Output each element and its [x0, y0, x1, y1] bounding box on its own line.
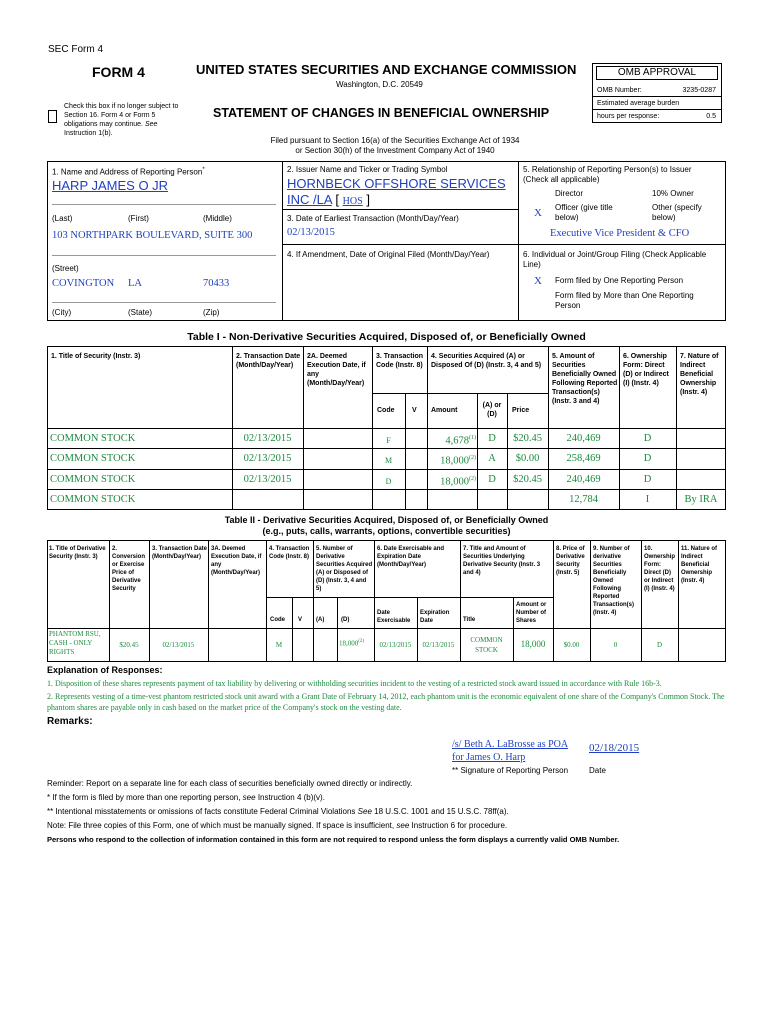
- table2-sub-d: (D): [341, 617, 350, 623]
- table1-cell-date: 02/13/2015: [243, 474, 292, 485]
- table1-sub-code: Code: [377, 407, 395, 414]
- table1-header-securities: 4. Securities Acquired (A) or Disposed Of (D) (Instr. 3, 4 and 5): [431, 353, 542, 369]
- table2-row-underlying-title: COMMON STOCK: [470, 636, 503, 654]
- footer-note-2: ** Intentional misstatements or omissions of facts constitute Federal Criminal Violations See 18 U.S.C. 1001 and 15 U.S.C. 78ff(a).: [47, 807, 509, 816]
- earliest-transaction-label: 3. Date of Earliest Transaction (Month/Day/Year): [287, 214, 459, 223]
- table2-sub-expiration: Expiration Date: [420, 610, 450, 624]
- table2-header-form: 10. Ownership Form: Direct (D) or Indirect (I) (Instr. 4): [644, 546, 676, 592]
- last-label: (Last): [52, 214, 73, 223]
- reporting-person-zip: 70433: [203, 278, 230, 289]
- omb-hours-label: hours per response:: [597, 113, 660, 120]
- table1-cell-ad: D: [488, 433, 496, 444]
- table2-row-exercisable: 02/13/2015: [379, 641, 412, 649]
- director-option[interactable]: Director: [555, 189, 584, 198]
- omb-number-label: OMB Number:: [597, 87, 642, 94]
- table2-header-date: 3. Transaction Date (Month/Day/Year): [152, 546, 208, 560]
- table2-row-disposed: 18,000$^{(2)}$: [339, 639, 365, 648]
- other-option[interactable]: Other (specify below): [652, 203, 702, 222]
- table2-header-derivatives: 5. Number of Derivative Securities Acquired (A) or Disposed of (D) (Instr. 3, 4 and 5): [316, 546, 373, 592]
- table1-cell-title: COMMON STOCK: [50, 453, 136, 464]
- omb-divider: [593, 96, 721, 97]
- date-caption: Date: [589, 766, 606, 775]
- table1-cell-owned: 258,469: [566, 453, 601, 464]
- table1-cell-date: 02/13/2015: [243, 433, 292, 444]
- table1-cell-code: F: [386, 436, 391, 445]
- filed-pursuant: Filed pursuant to Section 16(a) of the Securities Exchange Act of 1934 or Section 30(h) of the Investment Company Act of 1940: [270, 136, 520, 155]
- table1-cell-owned: 12,784: [569, 494, 598, 505]
- table1-cell-ad: D: [488, 474, 496, 485]
- omb-hours-value: 0.5: [706, 113, 716, 120]
- table1-cell-amount: 18,000$^{(2)}$: [440, 476, 476, 488]
- issuer-name[interactable]: HORNBECK OFFSHORE SERVICES INC /LA [ HOS ]: [287, 176, 506, 207]
- table2-row-owned: 0: [613, 641, 618, 649]
- signature-date: 02/18/2015: [589, 742, 640, 754]
- footer-note-3: Note: File three copies of this Form, one of which must be manually signed. If space is insufficient, see Instruction 6 for procedure.: [47, 821, 508, 830]
- table1-cell-form: D: [643, 474, 652, 485]
- box-divider: [282, 161, 283, 321]
- table1-cell-amount: 18,000$^{(2)}$: [440, 455, 476, 467]
- table2-row-shares: 18,000: [520, 639, 546, 649]
- table1-cell-price: $0.00: [515, 453, 540, 464]
- sec-form-label: SEC Form 4: [48, 44, 104, 55]
- field-underline: [52, 302, 276, 303]
- table1-row-line: [47, 428, 726, 429]
- table2-header-deemed: 3A. Deemed Execution Date, if any (Month/Day/Year): [211, 546, 262, 576]
- street-label: (Street): [52, 264, 79, 273]
- table2-col-line: [292, 597, 293, 662]
- table1-cell-owned: 240,469: [566, 433, 601, 444]
- signature[interactable]: /s/ Beth A. LaBrosse as POA for James O. Harp: [452, 739, 569, 763]
- table2-col-line: [678, 540, 679, 662]
- table2-col-line: [513, 597, 514, 662]
- table1-header-form: 6. Ownership Form: Direct (D) or Indirect (I) (Instr. 4): [623, 353, 669, 387]
- box-divider: [518, 244, 726, 245]
- table2-header-price: 8. Price of Derivative Security (Instr. 5): [556, 546, 585, 576]
- table2-row-line: [374, 597, 553, 598]
- issuer-label: 2. Issuer Name and Ticker or Trading Symbol: [287, 165, 448, 174]
- table1-cell-form: D: [643, 433, 652, 444]
- table1-col-line: [405, 393, 406, 510]
- table1-sub-amount: Amount: [431, 407, 458, 414]
- omb-title: OMB APPROVAL: [596, 66, 718, 80]
- issuer-ticker: HOS: [342, 196, 363, 207]
- footer-note-1: * If the form is filed by more than one reporting person, see Instruction 4 (b)(v).: [47, 793, 325, 802]
- officer-check-mark[interactable]: X: [534, 207, 542, 219]
- omb-notice: Persons who respond to the collection of information contained in this form are not required to respond unless the form displays a currently valid OMB Number.: [47, 835, 620, 844]
- table1-cell-title: COMMON STOCK: [50, 494, 136, 505]
- table2-col-line: [337, 597, 338, 662]
- table2-row-line: [266, 597, 374, 598]
- table1-sub-price: Price: [512, 407, 530, 414]
- table1-cell-nature: By IRA: [684, 494, 718, 505]
- table2-header-nature: 11. Nature of Indirect Beneficial Ownership (Instr. 4): [681, 546, 718, 584]
- one-person-option[interactable]: Form filed by One Reporting Person: [555, 276, 684, 285]
- table1-cell-form: D: [643, 453, 652, 464]
- table2-header-owned: 9. Number of derivative Securities Beneficially Owned Following Reported Transaction(s) (Instr. 4): [593, 546, 635, 616]
- table1-title: Table I - Non-Derivative Securities Acquired, Disposed of, or Beneficially Owned: [187, 331, 586, 343]
- table1-header-date: 2. Transaction Date (Month/Day/Year): [236, 353, 301, 369]
- earliest-transaction-date: 02/13/2015: [287, 227, 335, 238]
- middle-label: (Middle): [203, 214, 232, 223]
- table2-header-code: 4. Transaction Code (Instr. 8): [269, 546, 310, 560]
- table2-sub-code: Code: [270, 617, 285, 623]
- footnote-1: 1. Disposition of these shares represents payment of tax liability by delivering or withholding securities incident to the vesting of a restricted stock award issued in accordance with Rule 16b-3.: [47, 679, 662, 688]
- reporting-person-city: COVINGTON: [52, 278, 115, 289]
- table1-row-line: [372, 393, 548, 394]
- table1-header-title: 1. Title of Security (Instr. 3): [51, 353, 141, 360]
- table2-sub-exercisable: Date Exercisable: [377, 610, 411, 624]
- reminder-note: Reminder: Report on a separate line for each class of securities beneficially owned directly or indirectly.: [47, 779, 413, 788]
- table1-cell-title: COMMON STOCK: [50, 474, 136, 485]
- table2-title: Table II - Derivative Securities Acquired, Disposed of, or Beneficially Owned (e.g., puts, calls, warrants, options, convertible securities): [224, 515, 549, 536]
- table2-sub-v: V: [298, 617, 303, 623]
- filing-type-label: 6. Individual or Joint/Group Filing (Check Applicable Line): [523, 250, 707, 269]
- table1-header-deemed: 2A. Deemed Execution Date, if any (Month/Day/Year): [307, 353, 366, 387]
- table2-row-conversion: $20.45: [119, 641, 139, 649]
- table1-cell-date: 02/13/2015: [243, 453, 292, 464]
- table2-sub-a: (A): [316, 617, 325, 623]
- box-divider: [282, 244, 518, 245]
- box-divider: [518, 161, 519, 321]
- amendment-label: 4. If Amendment, Date of Original Filed (Month/Day/Year): [287, 250, 490, 259]
- explanation-label: Explanation of Responses:: [47, 665, 163, 675]
- table2-row-title: PHANTOM RSU, CASH - ONLY RIGHTS: [49, 630, 101, 656]
- table1-row-line: [47, 469, 726, 470]
- reporting-person-address: 103 NORTHPARK BOULEVARD, SUITE 300: [52, 230, 253, 241]
- table2-row-price: $0.00: [563, 641, 580, 649]
- table1-cell-code: M: [384, 456, 393, 465]
- ten-percent-option[interactable]: 10% Owner: [652, 189, 694, 198]
- table1-cell-code: D: [385, 477, 392, 486]
- one-person-check-mark[interactable]: X: [534, 275, 542, 287]
- table1-cell-price: $20.45: [513, 474, 542, 485]
- zip-label: (Zip): [203, 308, 220, 317]
- agency-title: UNITED STATES SECURITIES AND EXCHANGE COMMISSION: [196, 62, 577, 77]
- table2-row-code: M: [275, 641, 283, 649]
- table2-col-line: [417, 597, 418, 662]
- remarks-label: Remarks:: [47, 716, 93, 727]
- table2-col-line: [313, 540, 314, 662]
- table1-sub-v: V: [412, 407, 417, 414]
- form-title: FORM 4: [92, 64, 145, 80]
- footnote-2: 2. Represents vesting of a time-vest phantom restricted stock unit award with a Grant Date of February 14, 2012, each phantom unit is the economic equivalent of one share of the Company's Common Stock. The phantom shares are payable only in cash based on the market price of the Company's stock on the vesting date.: [47, 692, 725, 712]
- table2-row-line: [47, 628, 726, 629]
- table1-row-line: [47, 489, 726, 490]
- checkbox-text: Check this box if no longer subject to Section 16. Form 4 or Form 5 obligations may continue. See Instruction 1(b).: [64, 103, 179, 137]
- reporting-person-label: 1. Name and Address of Reporting Person*: [52, 167, 205, 177]
- signature-caption: ** Signature of Reporting Person: [452, 766, 569, 775]
- table2-header-exercisable: 6. Date Exercisable and Expiration Date (Month/Day/Year): [377, 546, 445, 568]
- table1-header-owned: 5. Amount of Securities Beneficially Owned Following Reported Transaction(s) (Instr. 3 and 4): [552, 353, 618, 405]
- omb-burden-label: Estimated average burden: [597, 100, 680, 107]
- statement-title: STATEMENT OF CHANGES IN BENEFICIAL OWNERSHIP: [213, 106, 550, 120]
- table1-cell-owned: 240,469: [566, 474, 601, 485]
- table2-row-expiration: 02/13/2015: [422, 641, 455, 649]
- table2-header-conversion: 2. Conversion or Exercise Price of Derivative Security: [112, 546, 146, 592]
- table1-cell-form: I: [645, 494, 650, 505]
- relationship-label: 5. Relationship of Reporting Person(s) to Issuer (Check all applicable): [523, 165, 692, 184]
- table2-row-form: D: [656, 641, 663, 649]
- table1-cell-ad: A: [488, 453, 496, 464]
- field-underline: [52, 255, 276, 256]
- table1-cell-price: $20.45: [513, 433, 542, 444]
- table1-sub-ad: (A) or (D): [482, 402, 502, 418]
- table1-cell-title: COMMON STOCK: [50, 433, 136, 444]
- table2-header-title: 1. Title of Derivative Security (Instr. 3): [49, 546, 106, 560]
- first-label: (First): [128, 214, 149, 223]
- agency-city: Washington, D.C. 20549: [336, 80, 423, 89]
- table2-row-date: 02/13/2015: [162, 641, 195, 649]
- table1-cell-amount: 4,678$^{(1)}$: [445, 435, 476, 447]
- reporting-person-state: LA: [128, 278, 142, 289]
- no-longer-subject-checkbox[interactable]: [48, 110, 57, 123]
- officer-title: Executive Vice President & CFO: [550, 228, 690, 239]
- reporting-person-name[interactable]: HARP JAMES O JR: [52, 178, 169, 193]
- table1-header-code: 3. Transaction Code (Instr. 8): [376, 353, 424, 369]
- omb-number-value: 3235-0287: [682, 87, 716, 94]
- multiple-persons-option[interactable]: Form filed by More than One Reporting Person: [555, 291, 694, 310]
- state-label: (State): [128, 308, 153, 317]
- field-underline: [52, 204, 276, 205]
- table2-sub-shares: Amount or Number of Shares: [516, 602, 547, 624]
- table2-header-underlying: 7. Title and Amount of Securities Underlying Derivative Security (Instr. 3 and 4): [463, 546, 541, 576]
- table2-sub-title: Title: [463, 617, 476, 623]
- city-label: (City): [52, 308, 72, 317]
- omb-divider: [593, 109, 721, 110]
- officer-option[interactable]: Officer (give title below): [555, 203, 613, 222]
- table1-header-nature: 7. Nature of Indirect Beneficial Ownership (Instr. 4): [680, 353, 719, 396]
- table1-row-line: [47, 448, 726, 449]
- table2-col-line: [208, 540, 209, 662]
